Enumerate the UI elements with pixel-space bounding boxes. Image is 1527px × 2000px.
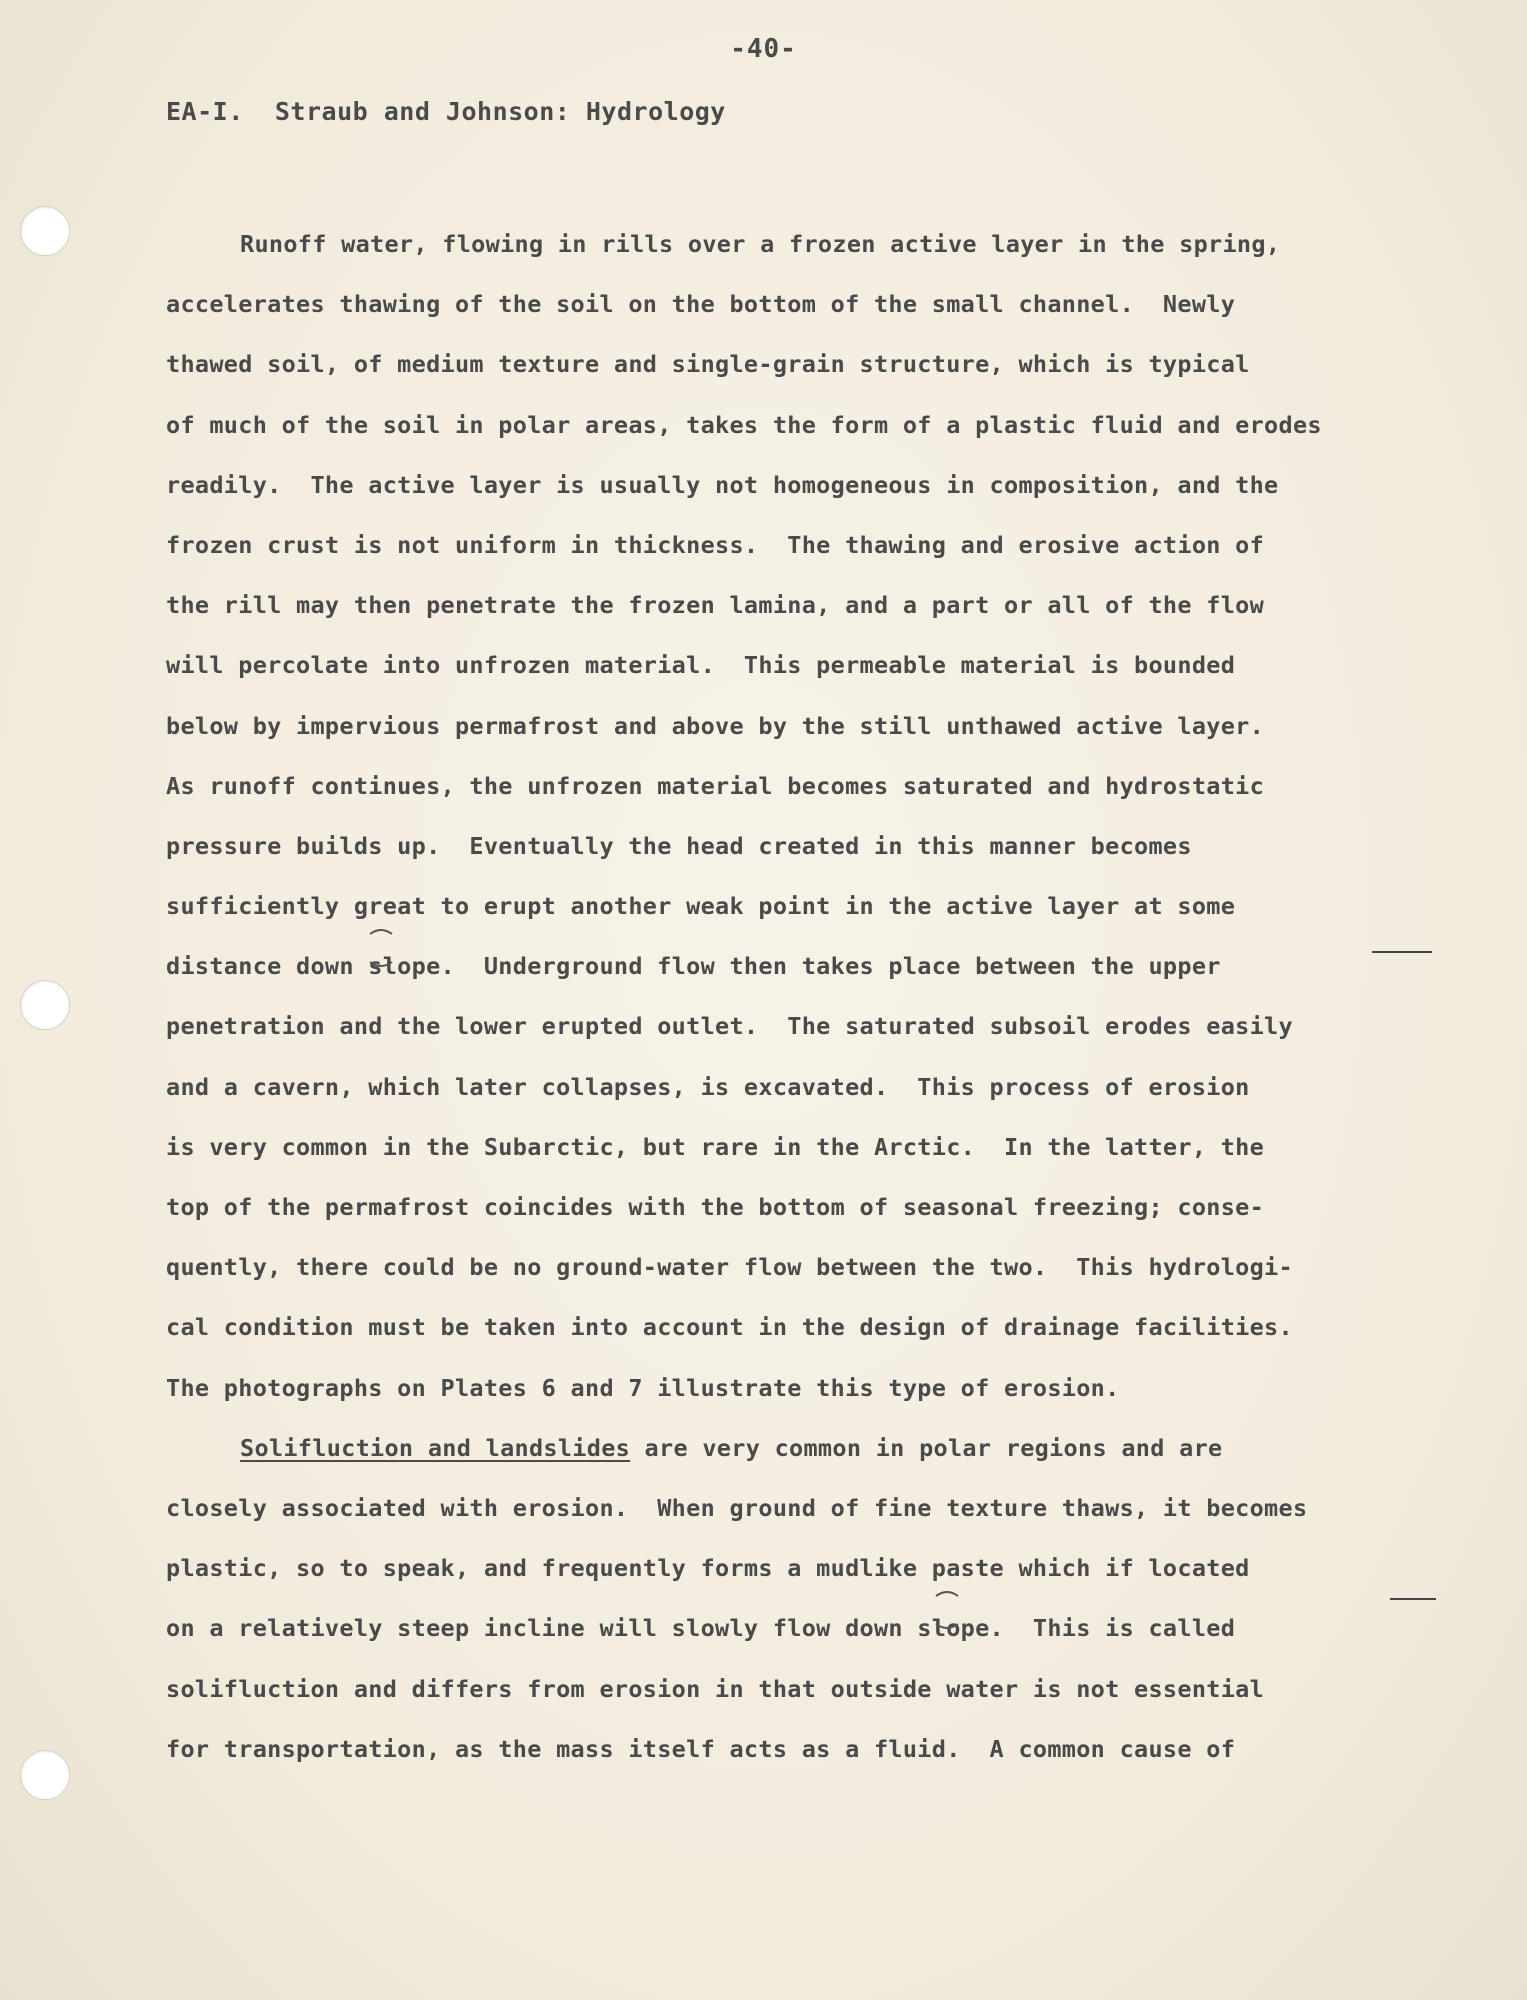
text-line: As runoff continues, the unfrozen material becomes saturated and hydrostatic	[166, 771, 1265, 800]
page-number: -40-	[730, 34, 797, 64]
text-line: penetration and the lower erupted outlet. The saturated subsoil erodes easily	[166, 1012, 1293, 1041]
punch-hole	[20, 1750, 70, 1800]
text-line: Runoff water, flowing in rills over a frozen active layer in the spring,	[240, 230, 1281, 258]
paragraph-first-line	[166, 1418, 1416, 1478]
text-line: the rill may then penetrate the frozen lamina, and a part or all of the flow	[166, 591, 1265, 620]
text-line: on a relatively steep incline will slowly flow down slope. This is called	[166, 1614, 1236, 1643]
text-line: of much of the soil in polar areas, takes the form of a plastic fluid and erodes	[166, 410, 1322, 439]
text-line: and a cavern, which later collapses, is excavated. This process of erosion	[166, 1072, 1250, 1101]
text-line: will percolate into unfrozen material. This permeable material is bounded	[166, 651, 1236, 680]
text-line: sufficiently great to erupt another weak point in the active layer at some	[166, 892, 1236, 921]
text-line: plastic, so to speak, and frequently forms a mudlike paste which if located	[166, 1554, 1250, 1583]
margin-dash-mark	[1390, 1598, 1436, 1600]
body-text	[166, 214, 1416, 1779]
text-line: quently, there could be no ground-water flow between the two. This hydrologi-	[166, 1253, 1293, 1282]
text-line: frozen crust is not uniform in thickness. The thawing and erosive action of	[166, 530, 1265, 559]
punch-hole	[20, 980, 70, 1030]
text-line: closely associated with erosion. When ground of fine texture thaws, it becomes	[166, 1493, 1308, 1522]
text-line: The photographs on Plates 6 and 7 illustrate this type of erosion.	[166, 1373, 1120, 1402]
close-up-mark-icon	[932, 1590, 962, 1630]
text-fragment: are very common in polar regions and are	[630, 1433, 1223, 1462]
text-line: is very common in the Subarctic, but rare in the Arctic. In the latter, the	[166, 1132, 1265, 1161]
text-line: thawed soil, of medium texture and single-grain structure, which is typical	[166, 350, 1250, 379]
text-line: below by impervious permafrost and above by the still unthawed active layer.	[166, 711, 1265, 740]
text-line: pressure builds up. Eventually the head created in this manner becomes	[166, 831, 1192, 860]
text-line: top of the permafrost coincides with the bottom of seasonal freezing; conse-	[166, 1193, 1265, 1221]
section-heading: Solifluction and landslides	[240, 1433, 631, 1462]
close-up-mark-icon	[366, 928, 396, 968]
text-line: distance down slope. Underground flow then takes place between the upper	[166, 952, 1221, 981]
text-line: for transportation, as the mass itself acts as a fluid. A common cause of	[166, 1734, 1236, 1763]
text-line: solifluction and differs from erosion in that outside water is not essential	[166, 1674, 1265, 1703]
text-line: cal condition must be taken into account in the design of drainage facilities.	[166, 1313, 1293, 1342]
running-head: EA-I. Straub and Johnson: Hydrology	[166, 97, 726, 126]
text-line: readily. The active layer is usually not homogeneous in composition, and the	[166, 470, 1279, 499]
margin-dash-mark	[1372, 951, 1432, 953]
text-line: accelerates thawing of the soil on the bottom of the small channel. Newly	[166, 290, 1236, 319]
punch-hole	[20, 206, 70, 256]
